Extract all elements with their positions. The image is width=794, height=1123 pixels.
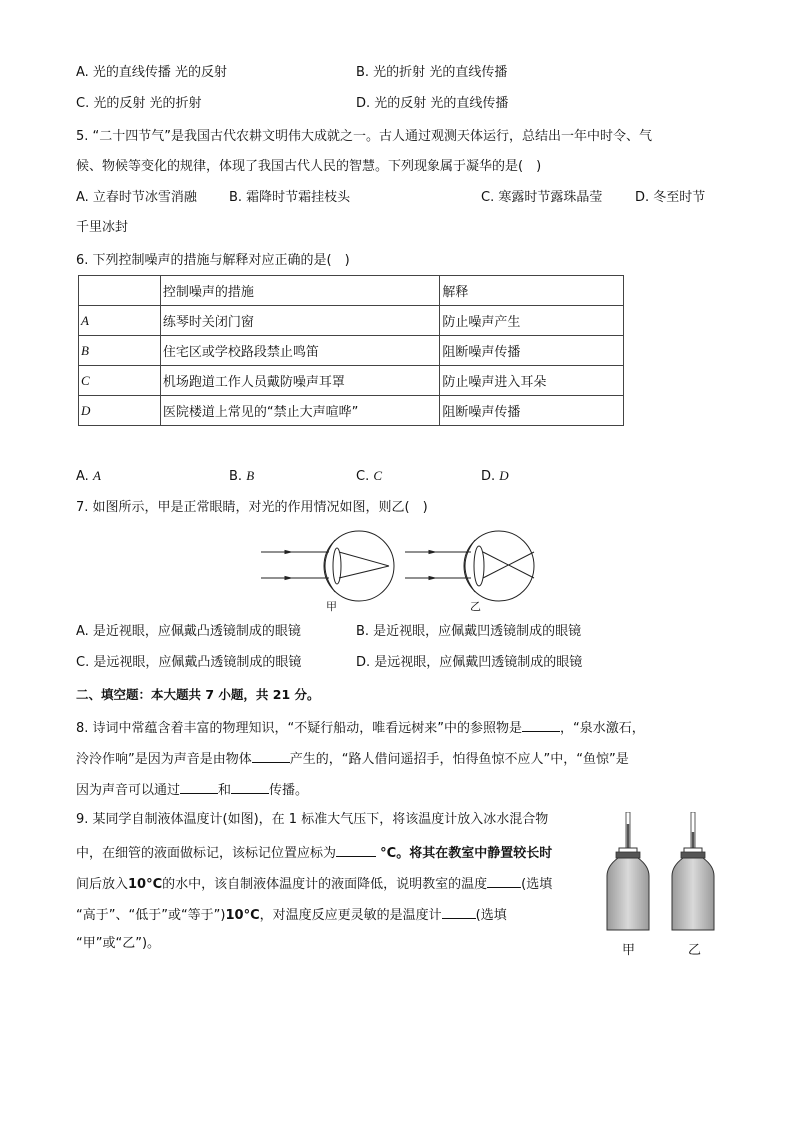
thermometer-diagram bbox=[602, 812, 728, 938]
eye-diagram bbox=[255, 522, 545, 614]
answer-blank[interactable] bbox=[252, 748, 290, 763]
q8-text: 传播。 bbox=[269, 783, 309, 798]
table-cell-measure: 医院楼道上常见的“禁止大声喧哗” bbox=[160, 396, 439, 426]
table-header-cell bbox=[79, 276, 161, 306]
q8-line2 bbox=[76, 748, 629, 769]
q9-line4 bbox=[76, 904, 507, 925]
q5-option-a: A. 立春时节冰雪消融 bbox=[76, 190, 197, 205]
table-cell-option: D bbox=[79, 396, 161, 426]
table-cell-option: A bbox=[79, 306, 161, 336]
q5-option-c: C. 寒露时节露珠晶莹 bbox=[481, 190, 603, 205]
bottle-jia-label: 甲 bbox=[622, 943, 636, 958]
section-heading: 二、填空题：本大题共 7 小题，共 21 分。 bbox=[76, 687, 320, 702]
q9-text: 10°C bbox=[128, 877, 163, 892]
table-header-cell: 解释 bbox=[440, 276, 624, 306]
q9-line3 bbox=[76, 873, 552, 894]
q9-line5: “甲”或“乙”)。 bbox=[76, 936, 161, 951]
q8-text: 和 bbox=[218, 783, 232, 798]
q8-text: ，“泉水激石， bbox=[560, 721, 645, 736]
q8-text: 8. 诗词中常蕴含着丰富的物理知识，“不疑行船动，唯看远树来”中的参照物是 bbox=[76, 721, 523, 736]
table-cell-measure: 练琴时关闭门窗 bbox=[160, 306, 439, 336]
bottle-jia-icon bbox=[607, 812, 649, 930]
q7-option-d: D. 是远视眼，应佩戴凹透镜制成的眼镜 bbox=[356, 655, 583, 670]
q8-text: 因为声音可以通过 bbox=[76, 783, 181, 798]
eye-yi-icon bbox=[405, 531, 534, 601]
q8-text: 产生的，“路人借问遥招手，怕得鱼惊不应人”中，“鱼惊”是 bbox=[289, 752, 629, 767]
q5-stem-line2: 候、物候等变化的规律，体现了我国古代人民的智慧。下列现象属于凝华的是( ) bbox=[76, 159, 542, 174]
q9-line2 bbox=[76, 842, 552, 863]
q9-text: ，对温度反应更灵敏的是温度计 bbox=[259, 908, 442, 923]
q6-option-b-value: B bbox=[246, 468, 255, 483]
table-cell-measure: 住宅区或学校路段禁止鸣笛 bbox=[160, 336, 439, 366]
table-header-row bbox=[79, 276, 624, 306]
q6-option-c bbox=[356, 467, 382, 486]
q7-option-a: A. 是近视眼，应佩戴凸透镜制成的眼镜 bbox=[76, 624, 301, 639]
q6-option-a-value: A bbox=[92, 468, 101, 483]
q8-line3 bbox=[76, 779, 308, 800]
answer-blank[interactable] bbox=[522, 717, 560, 732]
q9-text: (选填 bbox=[475, 908, 507, 923]
q6-table bbox=[78, 275, 624, 426]
q4-option-d: D. 光的反射 光的直线传播 bbox=[356, 96, 509, 111]
q4-option-c: C. 光的反射 光的折射 bbox=[76, 96, 202, 111]
eye-yi-label: 乙 bbox=[470, 600, 481, 613]
q9-text: “高于”、“低于”或“等于”) bbox=[76, 908, 226, 923]
eye-jia-icon bbox=[261, 531, 394, 601]
q6-option-b bbox=[229, 467, 254, 486]
q7-stem: 7. 如图所示，甲是正常眼睛，对光的作用情况如图，则乙( ) bbox=[76, 500, 428, 515]
q9-text: 的水中，该自制液体温度计的液面降低，说明教室的温度 bbox=[162, 877, 488, 892]
table-cell-option: C bbox=[79, 366, 161, 396]
q5-option-d-continued: 千里冰封 bbox=[76, 220, 129, 235]
table-cell-explanation: 防止噪声产生 bbox=[440, 306, 624, 336]
bottle-yi-icon bbox=[672, 812, 714, 930]
table-cell-measure: 机场跑道工作人员戴防噪声耳罩 bbox=[160, 366, 439, 396]
answer-blank[interactable] bbox=[487, 873, 521, 888]
answer-blank[interactable] bbox=[442, 904, 476, 919]
q6-option-d-value: D bbox=[499, 468, 509, 483]
q5-option-b: B. 霜降时节霜挂枝头 bbox=[229, 190, 351, 205]
q6-option-b-label: B. bbox=[229, 469, 243, 484]
eye-jia-label: 甲 bbox=[326, 600, 337, 613]
q9-text: (选填 bbox=[521, 877, 553, 892]
q6-option-a bbox=[76, 467, 101, 486]
table-row bbox=[79, 306, 624, 336]
q7-option-c: C. 是远视眼，应佩戴凸透镜制成的眼镜 bbox=[76, 655, 302, 670]
q7-option-b: B. 是近视眼，应佩戴凹透镜制成的眼镜 bbox=[356, 624, 582, 639]
table-row bbox=[79, 366, 624, 396]
q6-option-a-label: A. bbox=[76, 469, 89, 484]
table-cell-explanation: 防止噪声进入耳朵 bbox=[440, 366, 624, 396]
q8-line1 bbox=[76, 717, 645, 738]
answer-blank[interactable] bbox=[336, 842, 376, 857]
table-row bbox=[79, 336, 624, 366]
bottle-yi-label: 乙 bbox=[688, 943, 702, 958]
q6-stem: 6. 下列控制噪声的措施与解释对应正确的是( ) bbox=[76, 253, 350, 268]
table-cell-explanation: 阻断噪声传播 bbox=[440, 336, 624, 366]
q9-text: 中，在细管的液面做标记，该标记位置应标为 bbox=[76, 846, 337, 861]
q9-text: °C。将其在教室中静置较长时 bbox=[380, 846, 553, 861]
table-cell-explanation: 阻断噪声传播 bbox=[440, 396, 624, 426]
q5-stem-line1: 5. “二十四节气”是我国古代农耕文明伟大成就之一。古人通过观测天体运行，总结出一年中时令、气 bbox=[76, 129, 653, 144]
q9-text: 间后放入 bbox=[76, 877, 129, 892]
q6-option-d bbox=[481, 467, 509, 486]
table-row bbox=[79, 396, 624, 426]
answer-blank[interactable] bbox=[231, 779, 269, 794]
q6-option-c-value: C bbox=[373, 468, 383, 483]
q9-text: 10°C bbox=[225, 908, 260, 923]
answer-blank[interactable] bbox=[180, 779, 218, 794]
q6-option-c-label: C. bbox=[356, 469, 370, 484]
q5-option-d: D. 冬至时节 bbox=[635, 190, 706, 205]
q8-text: 泠泠作响”是因为声音是由物体 bbox=[76, 752, 252, 767]
q9-line1: 9. 某同学自制液体温度计(如图)，在 1 标准大气压下，将该温度计放入冰水混合物 bbox=[76, 812, 549, 827]
table-cell-option: B bbox=[79, 336, 161, 366]
table-header-cell: 控制噪声的措施 bbox=[160, 276, 439, 306]
q4-option-a: A. 光的直线传播 光的反射 bbox=[76, 65, 228, 80]
q4-option-b: B. 光的折射 光的直线传播 bbox=[356, 65, 508, 80]
q6-option-d-label: D. bbox=[481, 469, 496, 484]
